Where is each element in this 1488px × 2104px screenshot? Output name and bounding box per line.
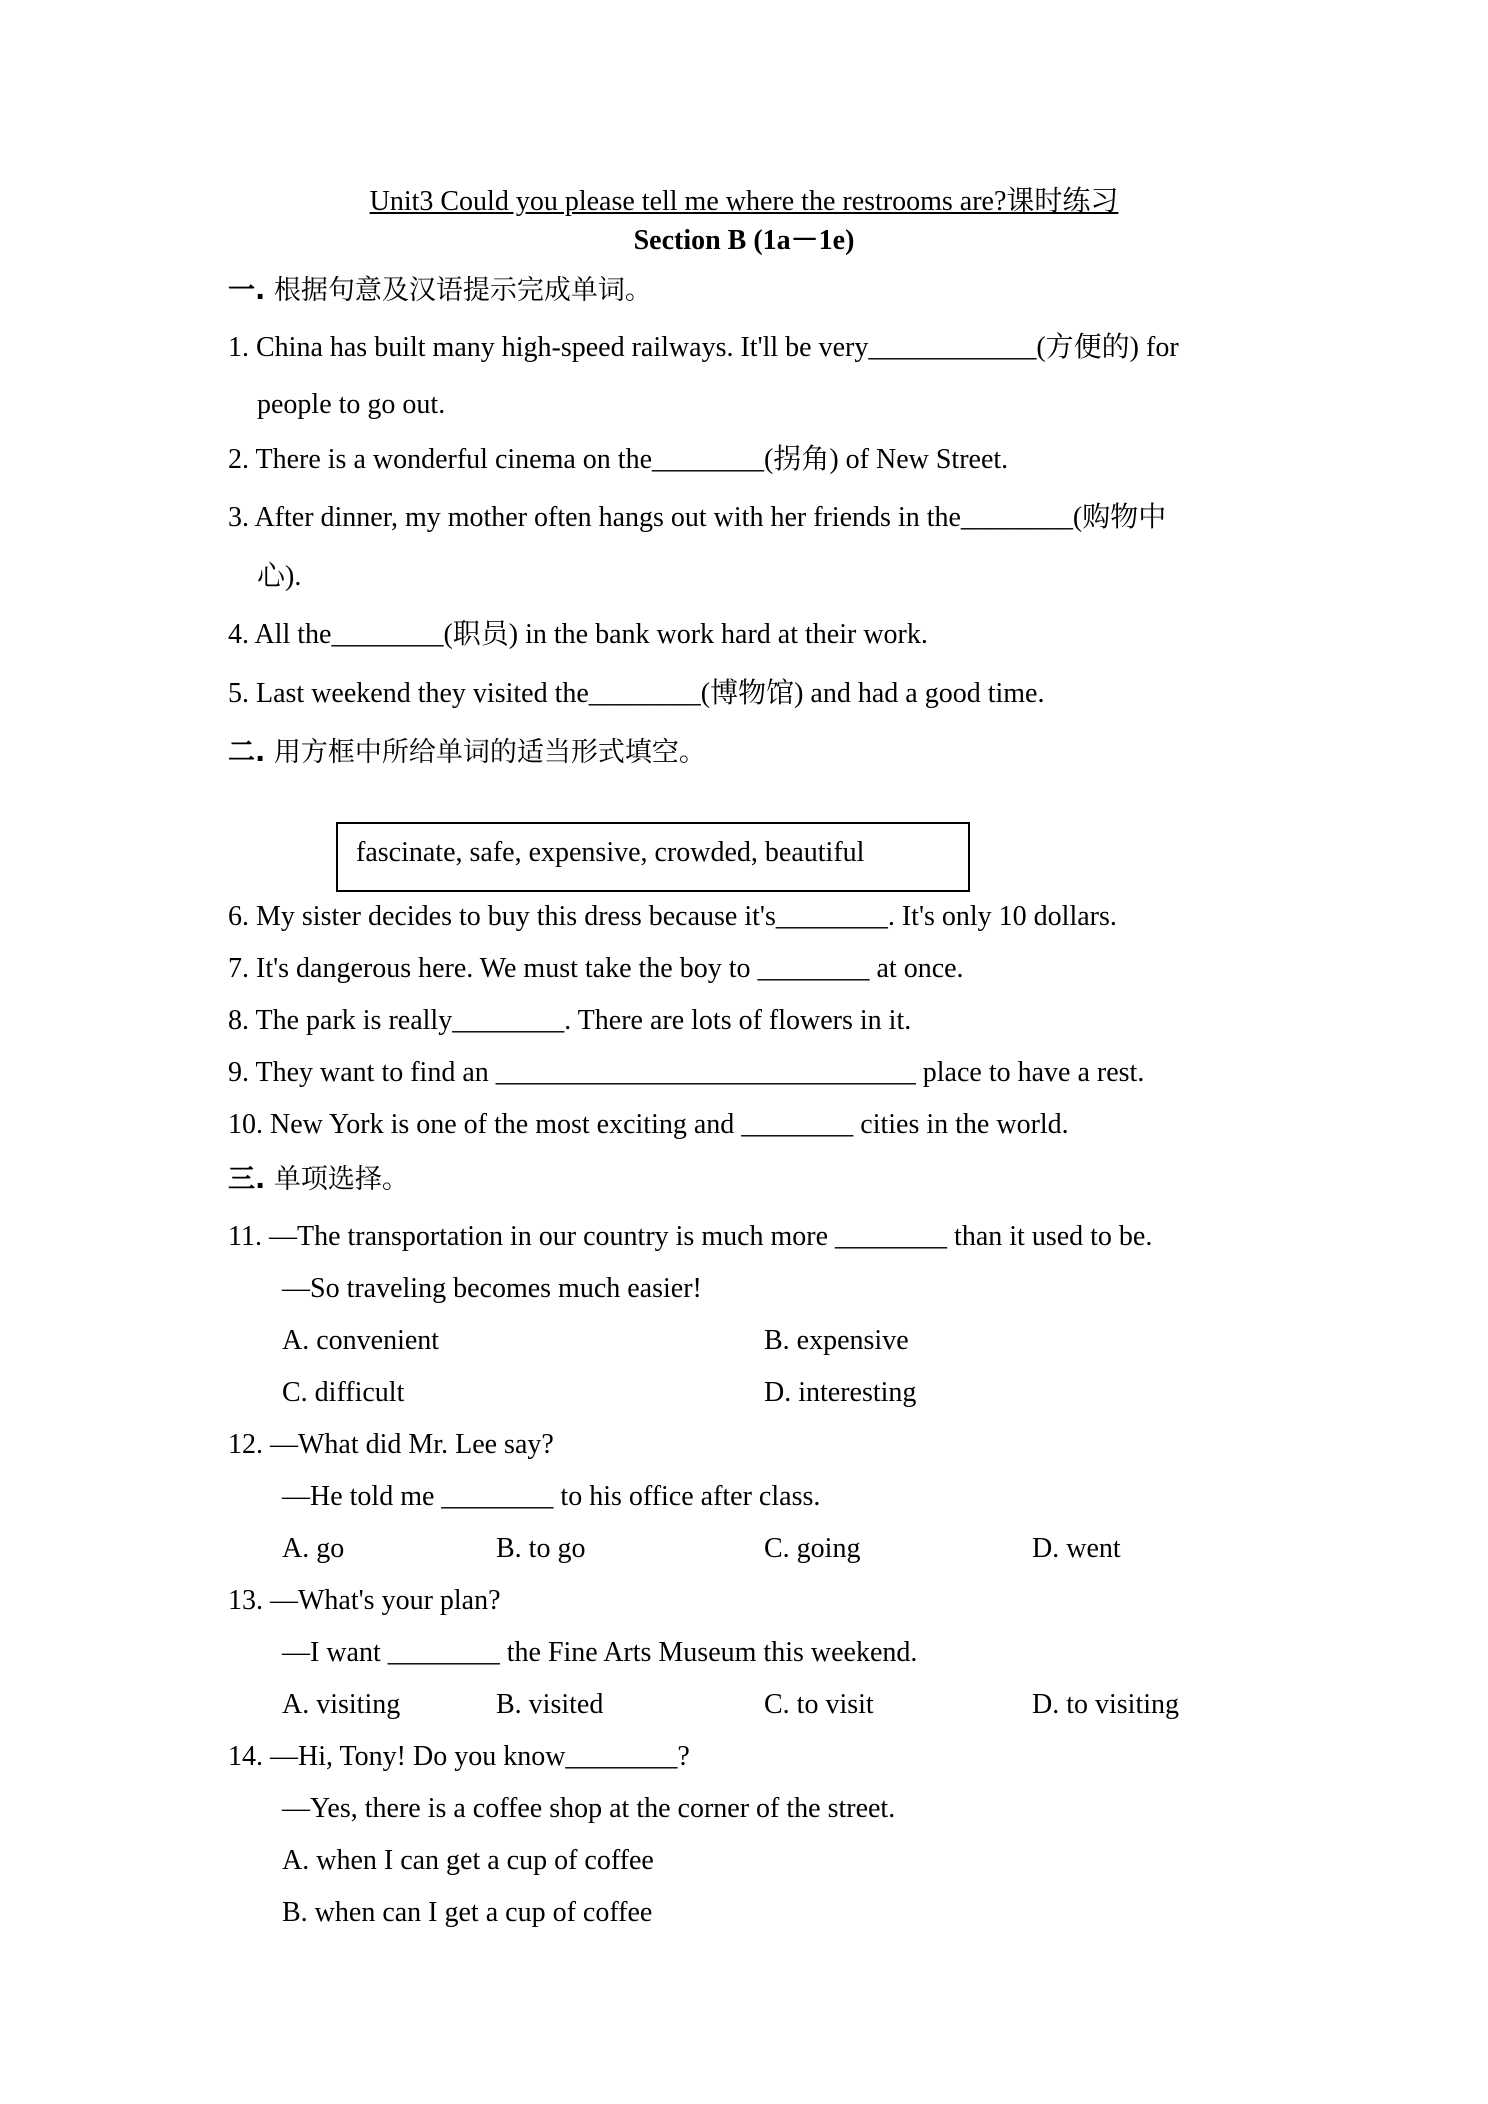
question-2: 2. There is a wonderful cinema on the________(拐角) of New Street. [228, 444, 1009, 475]
question-13-option-b: B. visited [496, 1689, 604, 1720]
question-13: 13. —What's your plan? [228, 1585, 501, 1616]
question-12-option-c: C. going [764, 1533, 861, 1564]
question-13-option-a: A. visiting [282, 1689, 401, 1720]
section-3-heading [228, 1163, 409, 1197]
section-1-number: 一. [228, 275, 266, 306]
question-12-response: —He told me ________ to his office after class. [282, 1481, 821, 1512]
question-14-option-b: B. when can I get a cup of coffee [282, 1897, 653, 1928]
question-13-option-d: D. to visiting [1032, 1689, 1180, 1720]
section-2-heading [228, 736, 706, 770]
question-12-option-d: D. went [1032, 1533, 1121, 1564]
question-6: 6. My sister decides to buy this dress because it's________. It's only 10 dollars. [228, 901, 1117, 932]
page-title: Unit3 Could you please tell me where the restrooms are?课时练习 [369, 186, 1119, 217]
question-12: 12. —What did Mr. Lee say? [228, 1429, 554, 1460]
section-1-title: 根据句意及汉语提示完成单词。 [265, 275, 652, 306]
question-13-option-c: C. to visit [764, 1689, 874, 1720]
question-14-response: —Yes, there is a coffee shop at the corner of the street. [282, 1793, 896, 1824]
question-10: 10. New York is one of the most exciting and ________ cities in the world. [228, 1109, 1069, 1140]
question-11-response: —So traveling becomes much easier! [282, 1273, 702, 1304]
question-7: 7. It's dangerous here. We must take the boy to ________ at once. [228, 953, 964, 984]
question-14: 14. —Hi, Tony! Do you know________? [228, 1741, 690, 1772]
question-12-option-a: A. go [282, 1533, 345, 1564]
page-subtitle: Section B (1a－1e) [633, 225, 855, 256]
section-3-title: 单项选择。 [265, 1164, 409, 1195]
question-3: 3. After dinner, my mother often hangs out with her friends in the________(购物中 [228, 502, 1167, 533]
question-12-option-b: B. to go [496, 1533, 586, 1564]
question-11: 11. —The transportation in our country is much more ________ than it used to be. [228, 1221, 1153, 1252]
question-11-option-b: B. expensive [764, 1325, 909, 1356]
question-3-continued: 心). [257, 561, 302, 592]
question-1: 1. China has built many high-speed railways. It'll be very____________(方便的) for [228, 332, 1179, 363]
word-box-text: fascinate, safe, expensive, crowded, beautiful [356, 837, 865, 868]
section-2-title: 用方框中所给单词的适当形式填空。 [265, 737, 706, 768]
question-11-option-a: A. convenient [282, 1325, 440, 1356]
word-box [336, 822, 970, 892]
question-13-response: —I want ________ the Fine Arts Museum this weekend. [282, 1637, 918, 1668]
question-8: 8. The park is really________. There are lots of flowers in it. [228, 1005, 912, 1036]
question-4: 4. All the________(职员) in the bank work hard at their work. [228, 619, 928, 650]
question-9: 9. They want to find an ______________________________ place to have a rest. [228, 1057, 1145, 1088]
section-3-number: 三. [228, 1164, 266, 1195]
section-2-number: 二. [228, 737, 266, 768]
section-1-heading [228, 274, 652, 308]
question-1-continued: people to go out. [257, 389, 446, 420]
question-11-option-d: D. interesting [764, 1377, 917, 1408]
question-11-option-c: C. difficult [282, 1377, 405, 1408]
question-5: 5. Last weekend they visited the________(博物馆) and had a good time. [228, 678, 1045, 709]
question-14-option-a: A. when I can get a cup of coffee [282, 1845, 654, 1876]
